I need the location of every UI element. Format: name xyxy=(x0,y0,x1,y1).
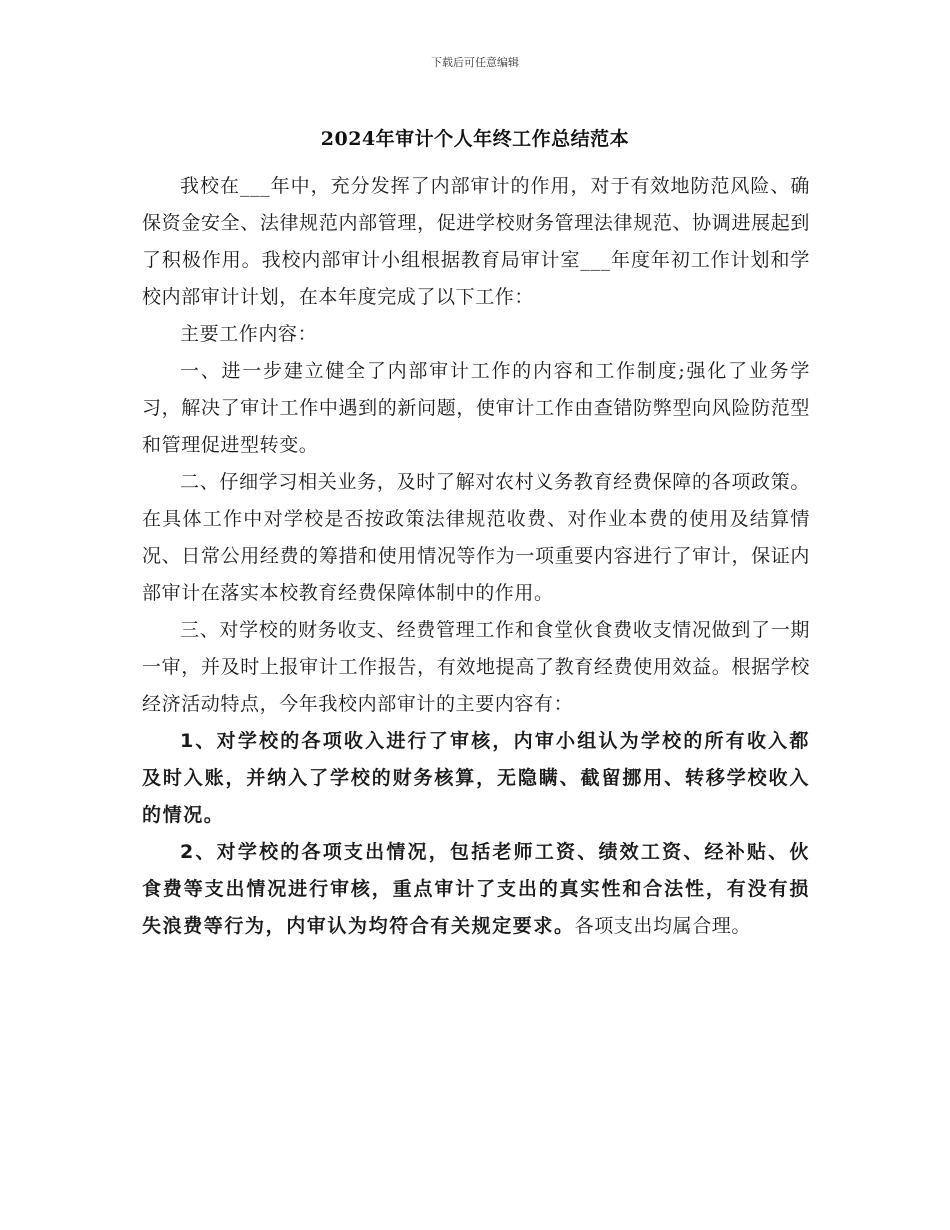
expense-audit-normal-text: 各项支出均属合理。 xyxy=(574,915,752,937)
document-body xyxy=(142,168,810,945)
paragraph-item-two: 二、仔细学习相关业务，及时了解对农村义务教育经费保障的各项政策。在具体工作中对学校是否按政策法律规范收费、对作业本费的使用及结算情况、日常公用经费的筹措和使用情况等作为一项重要内容进行了审计，保证内部审计在落实本校教育经费保障体制中的作用。 xyxy=(142,471,810,604)
paragraph-item-three: 三、对学校的财务收支、经费管理工作和食堂伙食费收支情况做到了一期一审，并及时上报审计工作报告，有效地提高了教育经费使用效益。根据学校经济活动特点，今年我校内部审计的主要内容有： xyxy=(142,619,810,715)
paragraph-income-audit: 1、对学校的各项收入进行了审核，内审小组认为学校的所有收入都及时入账，并纳入了学校的财务核算，无隐瞒、截留挪用、转移学校收入的情况。 xyxy=(142,730,810,826)
header-note: 下载后可任意编辑 xyxy=(431,56,519,69)
expense-audit-bold-text: 2、对学校的各项支出情况，包括老师工资、绩效工资、经补贴、伙食费等支出情况进行审核，重点审计了支出的真实性和合法性，有没有损失浪费等行为，内审认为均符合有关规定要求。 xyxy=(142,841,810,937)
paragraph-intro: 我校在___年中，充分发挥了内部审计的作用，对于有效地防范风险、确保资金安全、法律规范内部管理，促进学校财务管理法律规范、协调进展起到了积极作用。我校内部审计小组根据教育局审计室___年度年初工作计划和学校内部审计计划，在本年度完成了以下工作： xyxy=(142,175,810,308)
paragraph-item-one: 一、进一步建立健全了内部审计工作的内容和工作制度;强化了业务学习，解决了审计工作中遇到的新问题，使审计工作由查错防弊型向风险防范型和管理促进型转变。 xyxy=(142,360,810,456)
paragraph-main-content-heading: 主要工作内容： xyxy=(180,323,318,345)
paragraph-expense-audit xyxy=(142,834,810,945)
document-title: 2024年审计个人年终工作总结范本 xyxy=(320,128,630,150)
